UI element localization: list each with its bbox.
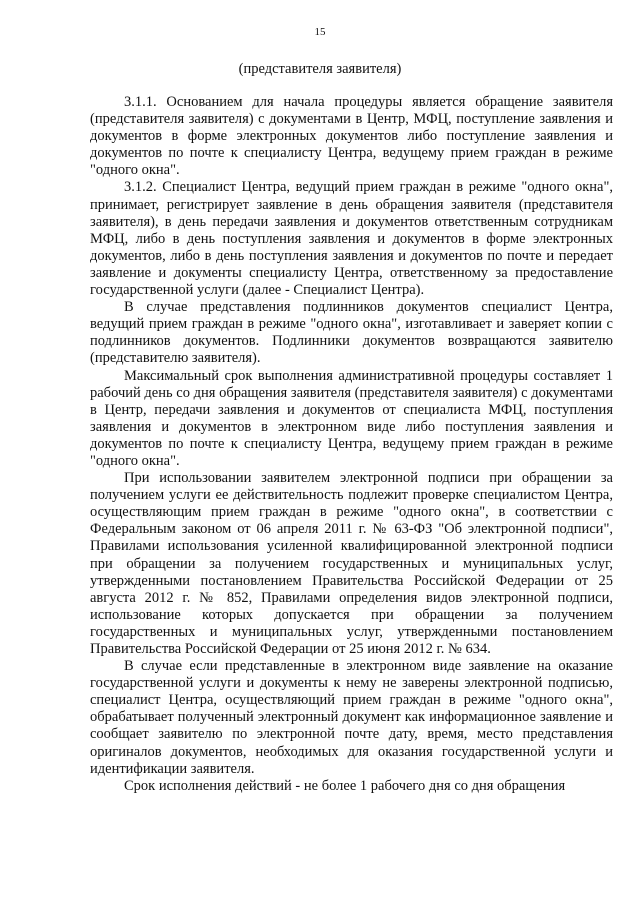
paragraph: Максимальный срок выполнения административной процедуры составляет 1 рабочий день со дня обращения заявителя (представителя заявителя) с документами в Центр, передачи заявления и документов от специалиста МФЦ, поступления заявления и документов в электронном виде либо поступления заявления и документов по почте к специалисту Центра, ведущему прием граждан в режиме "одного окна". bbox=[90, 367, 613, 469]
body-text bbox=[90, 94, 613, 795]
section-heading: (представителя заявителя) bbox=[238, 61, 402, 77]
paragraph: 3.1.1. Основанием для начала процедуры является обращение заявителя (представителя заявителя) с документами в Центр, МФЦ, поступление заявления и документов в форме электронных документов либо поступление заявления и документов по почте к специалисту Центра, ведущему прием граждан в режиме "одного окна". bbox=[90, 94, 613, 179]
paragraph: Срок исполнения действий - не более 1 рабочего дня со дня обращения bbox=[124, 777, 566, 794]
page-number: 15 bbox=[314, 26, 326, 38]
paragraph: В случае представления подлинников документов специалист Центра, ведущий прием граждан в режиме "одного окна", изготавливает и заверяет копии с подлинников документов. Подлинники документов возвращаются заявителю (представителю заявителя). bbox=[90, 299, 613, 367]
paragraph: При использовании заявителем электронной подписи при обращении за получением услуги ее действительность подлежит проверке специалистом Центра, осуществляющим прием граждан в режиме "одного окна", в соответствии с Федеральным законом от 06 апреля 2011 г. № 63-ФЗ "Об электронной подписи", Правилами использования усиленной квалифицированной электронной подписи при обращении за получением государственных и муниципальных услуг, утвержденными постановлением Правительства Российской Федерации от 25 августа 2012 г. № 852, Правилами определения видов электронной подписи, использование которых допускается при обращении за получением государственных и муниципальных услуг, утвержденными постановлением Правительства Российской Федерации от 25 июня 2012 г. № 634. bbox=[90, 470, 613, 657]
paragraph: 3.1.2. Специалист Центра, ведущий прием граждан в режиме "одного окна", принимает, регистрирует заявление в день обращения заявителя (представителя заявителя), в день передачи заявления и документов ответственным сотрудникам МФЦ, либо в день поступления заявления и документов в форме электронных документов, либо в день поступления заявления и документов по почте и передает заявление и документы специалисту Центра, ответственному за предоставление государственной услуги (далее - Специалист Центра). bbox=[90, 179, 613, 299]
paragraph: В случае если представленные в электронном виде заявление на оказание государственной услуги и документы к нему не заверены электронной подписью, специалист Центра, осуществляющий прием граждан в режиме "одного окна", обрабатывает полученный электронный документ как информационное заявление и сообщает заявителю по электронной почте дату, время, место представления оригиналов документов, необходимых для оказания государственной услуги и идентификации заявителя. bbox=[90, 658, 613, 777]
